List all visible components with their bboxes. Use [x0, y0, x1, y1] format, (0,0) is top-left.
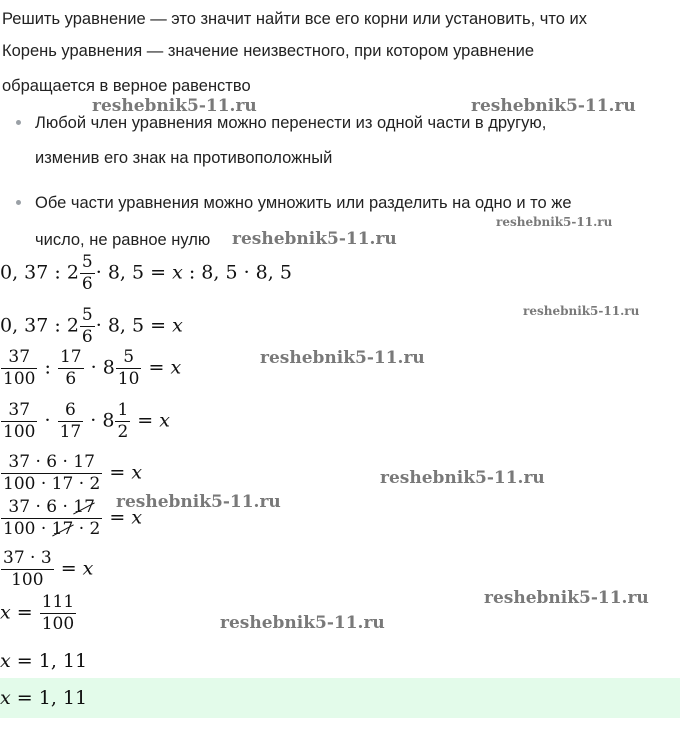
equation-line-6: $\frac{37 \cdot 6 \cdot 17}{100 \cdot 17 \cdot 2}$ = x — [3, 497, 143, 539]
watermark: reshebnik5-11.ru — [380, 468, 545, 488]
fraction: $\frac{37 \cdot 6 \cdot 17}{100 \cdot 17 \cdot 2}$ — [3, 452, 101, 494]
fraction: $\frac{5}{10}$ — [117, 347, 140, 389]
watermark: reshebnik5-11.ru — [523, 304, 640, 318]
text-line-2: Корень уравнения — значение неизвестного, при котором уравнение — [2, 42, 535, 60]
fraction: $\frac{6}{17}$ — [59, 400, 82, 442]
watermark: reshebnik5-11.ru — [220, 613, 385, 633]
bullet-2-line-b: число, не равное нулю — [35, 231, 211, 249]
bullet-2-line-a: Обе части уравнения можно умножить или разделить на одно и то же — [35, 194, 572, 212]
answer-highlight — [0, 678, 680, 718]
fraction: $\frac{17}{6}$ — [59, 347, 82, 389]
fraction: $\frac{5}{6}$ — [81, 252, 93, 294]
bullet-1-line-b: изменив его знак на противоположный — [35, 149, 333, 167]
answer-line: x = 1, 11 — [0, 687, 88, 709]
equation-line-4: $\frac{37}{100}$ · $\frac{6}{17}$ · 8 $\frac{1}{2}$ = x — [3, 400, 170, 442]
fraction-cancelled: $\frac{37 \cdot 6 \cdot 17}{100 \cdot 17 \cdot 2}$ — [3, 497, 101, 539]
fraction: $\frac{37}{100}$ — [3, 347, 36, 389]
bullet-1-line-a: Любой член уравнения можно перенести из одной части в другую, — [35, 114, 547, 132]
equation-line-1: 0, 37 : 2 $\frac{5}{6}$ · 8, 5 = x : 8, 5 · 8, 5 — [0, 252, 292, 294]
fraction: $\frac{37 \cdot 3}{100}$ — [3, 548, 52, 590]
watermark: reshebnik5-11.ru — [260, 348, 425, 368]
bullet-dot-icon — [16, 120, 21, 125]
fraction: $\frac{111}{100}$ — [41, 592, 75, 634]
watermark: reshebnik5-11.ru — [232, 229, 397, 249]
equation-line-5: $\frac{37 \cdot 6 \cdot 17}{100 \cdot 17 \cdot 2}$ = x — [3, 452, 143, 494]
watermark: reshebnik5-11.ru — [116, 492, 281, 512]
equation-line-3: $\frac{37}{100}$ : $\frac{17}{6}$ · 8 $\frac{5}{10}$ = x — [3, 347, 182, 389]
equation-line-8: x = $\frac{111}{100}$ — [0, 592, 75, 634]
fraction: $\frac{5}{6}$ — [81, 305, 93, 347]
equation-line-9: x = 1, 11 — [0, 650, 88, 672]
equation-line-2: 0, 37 : 2 $\frac{5}{6}$ · 8, 5 = x — [0, 305, 183, 347]
bullet-dot-icon — [16, 200, 21, 205]
fraction: $\frac{37}{100}$ — [3, 400, 36, 442]
equation-line-7: $\frac{37 \cdot 3}{100}$ = x — [3, 548, 94, 590]
text-line-3: обращается в верное равенство — [2, 77, 251, 95]
watermark: reshebnik5-11.ru — [484, 588, 649, 608]
watermark: reshebnik5-11.ru — [496, 215, 613, 229]
text-line-1: Решить уравнение — это значит найти все его корни или установить, что их — [2, 10, 587, 28]
watermark: reshebnik5-11.ru — [471, 96, 636, 116]
fraction: $\frac{1}{2}$ — [117, 400, 129, 442]
watermark: reshebnik5-11.ru — [92, 96, 257, 116]
